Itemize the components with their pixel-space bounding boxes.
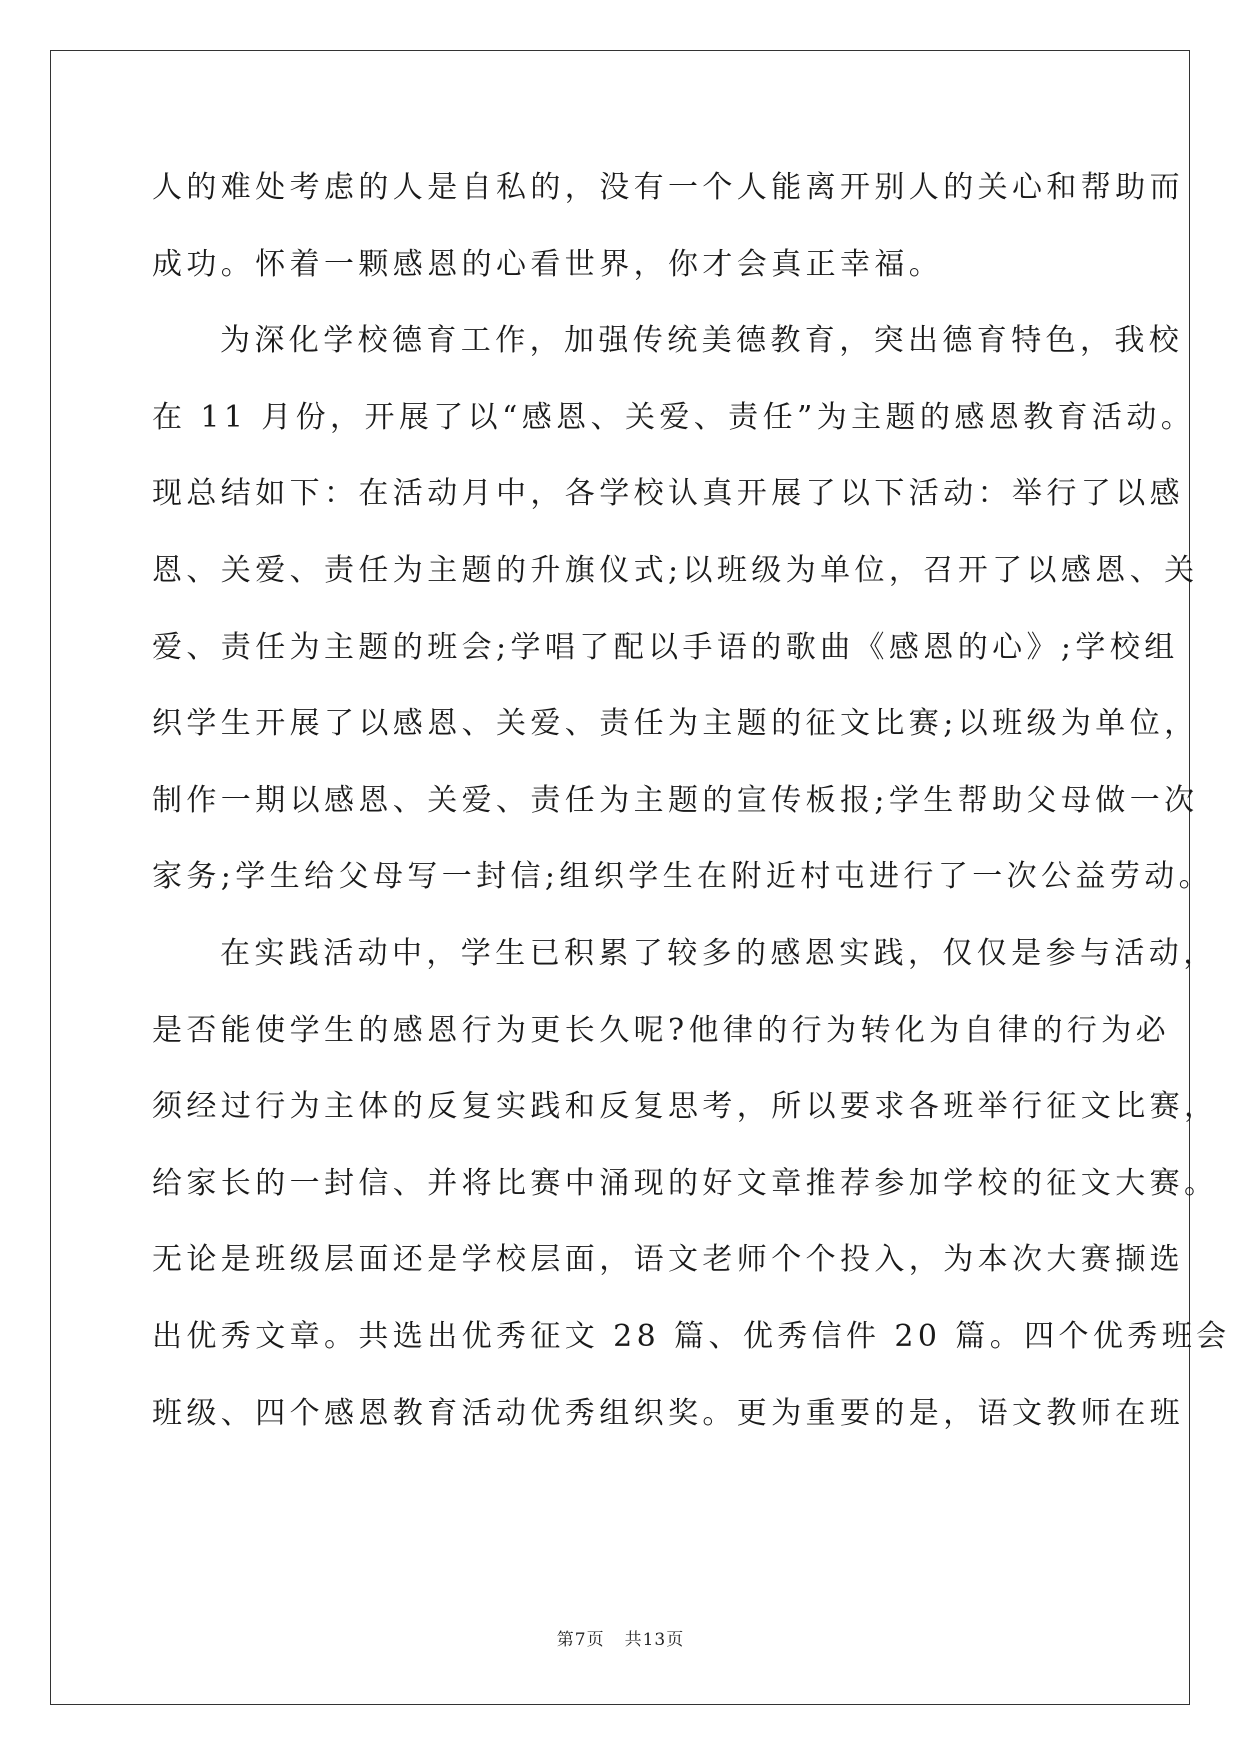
text-line-14: 给家长的一封信、并将比赛中涌现的好文章推荐参加学校的征文大赛。 <box>152 1165 1219 1201</box>
text-line-11: 在实践活动中，学生已积累了较多的感恩实践，仅仅是参与活动， <box>220 935 1218 971</box>
text-line-9: 制作一期以感恩、关爱、责任为主题的宣传板报;学生帮助父母做一次 <box>152 782 1199 818</box>
body-text <box>152 165 1231 1467</box>
text-line-13: 须经过行为主体的反复实践和反复思考，所以要求各班举行征文比赛， <box>152 1089 1219 1125</box>
text-line-1: 人的难处考虑的人是自私的，没有一个人能离开别人的关心和帮助而 <box>152 170 1184 205</box>
text-line-15: 无论是班级层面还是学校层面，语文老师个个投入，为本次大赛撷选 <box>152 1242 1184 1278</box>
page-footer <box>0 1625 1241 1650</box>
page-number: 第7页 <box>556 1630 605 1650</box>
text-line-17: 班级、四个感恩教育活动优秀组织奖。更为重要的是，语文教师在班 <box>152 1395 1184 1431</box>
text-line-8: 织学生开展了以感恩、关爱、责任为主题的征文比赛;以班级为单位， <box>152 706 1199 742</box>
text-line-16: 出优秀文章。共选出优秀征文 28 篇、优秀信件 20 篇。四个优秀班会 <box>152 1318 1231 1354</box>
text-line-2: 成功。怀着一颗感恩的心看世界，你才会真正幸福。 <box>152 246 944 282</box>
text-line-10: 家务;学生给父母写一封信;组织学生在附近村屯进行了一次公益劳动。 <box>152 859 1214 895</box>
page-total: 共13页 <box>624 1630 685 1650</box>
text-line-6: 恩、关爱、责任为主题的升旗仪式;以班级为单位，召开了以感恩、关 <box>152 552 1199 588</box>
text-line-4: 在 11 月份，开展了以“感恩、关爱、责任”为主题的感恩教育活动。 <box>152 399 1196 435</box>
text-line-7: 爱、责任为主题的班会;学唱了配以手语的歌曲《感恩的心》;学校组 <box>152 629 1179 665</box>
text-line-5: 现总结如下：在活动月中，各学校认真开展了以下活动：举行了以感 <box>152 476 1184 512</box>
text-line-3: 为深化学校德育工作，加强传统美德教育，突出德育特色，我校 <box>220 323 1184 359</box>
text-line-12: 是否能使学生的感恩行为更长久呢?他律的行为转化为自律的行为必 <box>152 1012 1171 1048</box>
